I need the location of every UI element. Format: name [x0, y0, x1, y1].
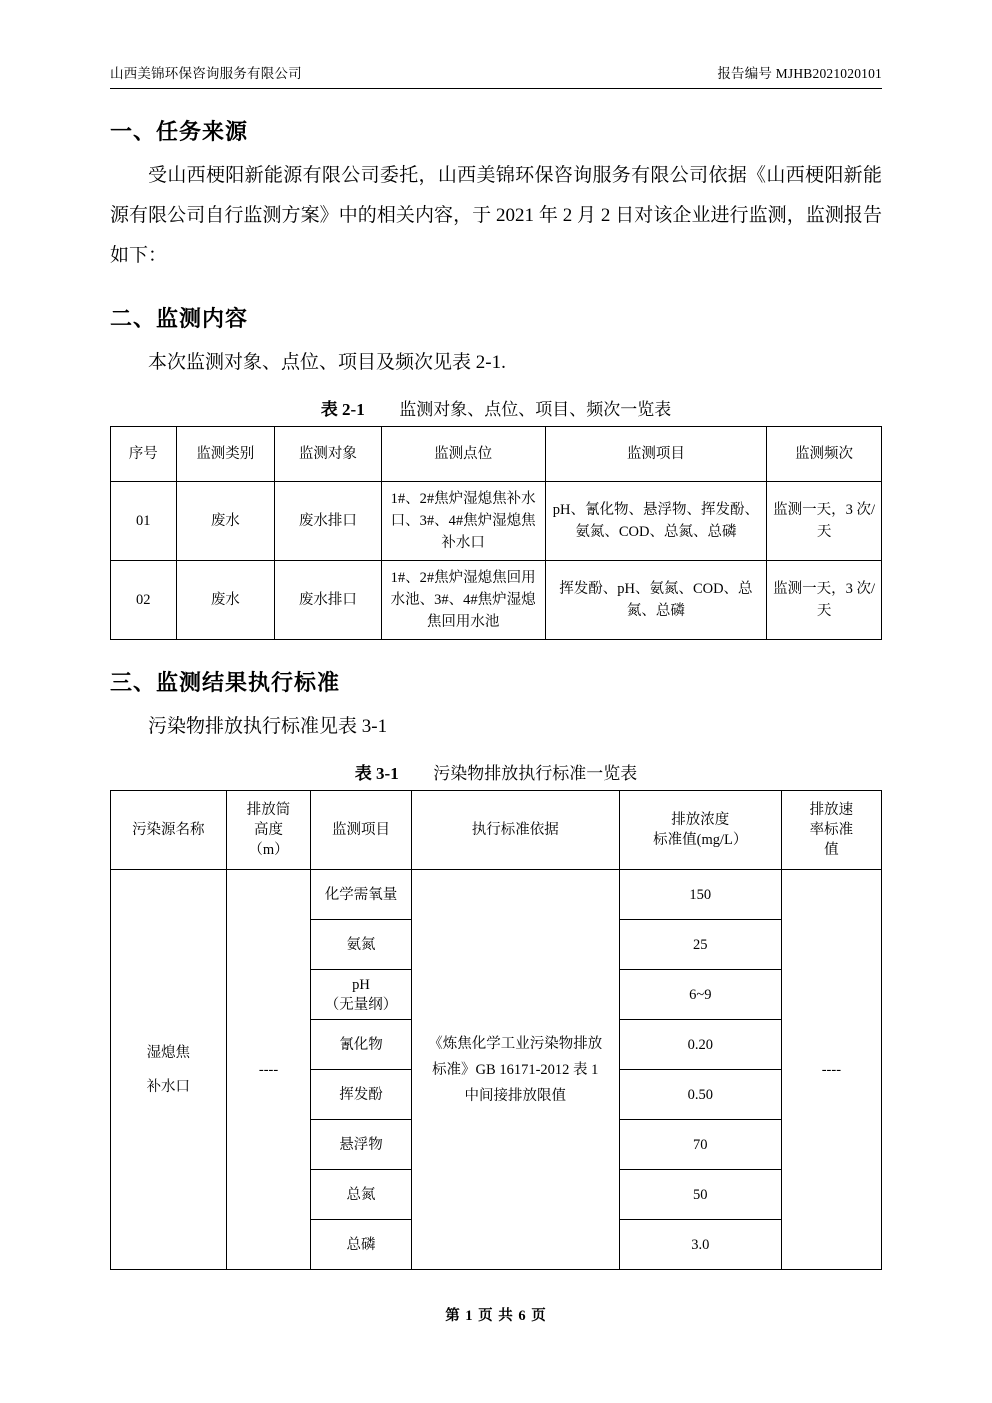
- monitor-item-name: 化学需氧量: [311, 870, 411, 920]
- limit-value: 70: [619, 1120, 781, 1170]
- rate-standard-value: ----: [781, 870, 881, 1270]
- row-object: 废水排口: [275, 561, 382, 640]
- table-monitoring-content: [110, 426, 882, 640]
- source-name-line: 湿熄焦: [146, 1044, 191, 1061]
- limit-value: 25: [619, 920, 781, 970]
- row-category: 废水: [176, 561, 274, 640]
- table-row: [111, 870, 882, 920]
- section-2-body: 本次监测对象、点位、项目及频次见表 2-1.: [148, 352, 506, 373]
- monitor-item-name: 总氮: [311, 1170, 411, 1220]
- row-category: 废水: [176, 482, 274, 561]
- row-object: 废水排口: [275, 482, 382, 561]
- row-point: 1#、2#焦炉湿熄焦补水口、3#、4#焦炉湿熄焦补水口: [381, 482, 545, 561]
- header-company-name: 山西美锦环保咨询服务有限公司: [110, 66, 302, 81]
- source-name-line: 补水口: [146, 1078, 191, 1095]
- row-frequency: 监测一天，3 次/天: [767, 482, 882, 561]
- header-line: 高度: [254, 822, 284, 838]
- monitor-item-name: 总磷: [311, 1220, 411, 1270]
- page-header: [110, 0, 882, 89]
- table-2-1-header-cell: 监测对象: [275, 427, 382, 482]
- row-point: 1#、2#焦炉湿熄焦回用水池、3#、4#焦炉湿熄焦回用水池: [381, 561, 545, 640]
- limit-value: 0.20: [619, 1020, 781, 1070]
- monitor-item-name: 悬浮物: [311, 1120, 411, 1170]
- limit-value: 50: [619, 1170, 781, 1220]
- table-2-1-header-cell: 监测类别: [176, 427, 274, 482]
- table-emission-standards: [110, 790, 882, 1270]
- table-3-1-header-cell: 污染源名称: [111, 791, 227, 870]
- table-3-1-caption-text: 污染物排放执行标准一览表: [433, 764, 638, 783]
- table-row: [111, 427, 882, 482]
- table-2-1-header-cell: 序号: [111, 427, 177, 482]
- table-2-1-header-cell: 监测点位: [381, 427, 545, 482]
- row-items: 挥发酚、pH、氨氮、COD、总氮、总磷: [545, 561, 766, 640]
- item-unit-line: （无量纲）: [324, 996, 398, 1013]
- table-3-1-caption: [110, 759, 882, 784]
- table-3-1-header-cell: [226, 791, 311, 870]
- table-3-1-header-cell: [781, 791, 881, 870]
- table-row: [111, 482, 882, 561]
- stack-height-value: ----: [226, 870, 311, 1270]
- section-1-title: 一、任务来源: [110, 119, 249, 144]
- header-line: 排放浓度: [671, 812, 730, 828]
- header-line: 标准值(mg/L）: [653, 832, 748, 848]
- limit-value: 0.50: [619, 1070, 781, 1120]
- header-report-number: 报告编号 MJHB2021020101: [717, 66, 882, 81]
- limit-value: 150: [619, 870, 781, 920]
- header-line: 排放筒: [246, 802, 291, 818]
- limit-value: 6~9: [619, 970, 781, 1020]
- header-line: 率标准: [809, 822, 854, 838]
- page-footer: 第 1 页 共 6 页: [445, 1308, 547, 1324]
- table-3-1-header-cell: [619, 791, 781, 870]
- table-2-1-caption-number: 表 2-1: [320, 400, 365, 419]
- table-row: [111, 791, 882, 870]
- section-1-body: 受山西梗阳新能源有限公司委托，山西美锦环保咨询服务有限公司依据《山西梗阳新能源有限公司自行监测方案》中的相关内容，于 2021 年 2 月 2 日对该企业进行监测，监测报告如下：: [110, 165, 882, 266]
- table-3-1-header-cell: 监测项目: [311, 791, 411, 870]
- section-3-body: 污染物排放执行标准见表 3-1: [148, 716, 388, 737]
- pollution-source-name: [111, 870, 227, 1270]
- header-line: 值: [824, 842, 839, 858]
- table-2-1-caption: [110, 395, 882, 420]
- row-items: pH、氰化物、悬浮物、挥发酚、氨氮、COD、总氮、总磷: [545, 482, 766, 561]
- section-2-title: 二、监测内容: [110, 306, 249, 331]
- table-3-1-header-cell: 执行标准依据: [411, 791, 619, 870]
- monitor-item-name: 挥发酚: [311, 1070, 411, 1120]
- table-row: [111, 561, 882, 640]
- header-line: 排放速: [809, 802, 854, 818]
- row-frequency: 监测一天，3 次/天: [767, 561, 882, 640]
- table-2-1-caption-text: 监测对象、点位、项目、频次一览表: [399, 400, 672, 419]
- table-2-1-header-cell: 监测频次: [767, 427, 882, 482]
- monitor-item-name: 氰化物: [311, 1020, 411, 1070]
- section-3-title: 三、监测结果执行标准: [110, 670, 341, 695]
- standard-basis: 《炼焦化学工业污染物排放标准》GB 16171-2012 表 1 中间接排放限值: [411, 870, 619, 1270]
- row-no: 02: [111, 561, 177, 640]
- table-2-1-header-cell: 监测项目: [545, 427, 766, 482]
- monitor-item-name: [311, 970, 411, 1020]
- table-3-1-caption-number: 表 3-1: [354, 764, 399, 783]
- header-line: （m）: [248, 842, 289, 858]
- monitor-item-name: 氨氮: [311, 920, 411, 970]
- limit-value: 3.0: [619, 1220, 781, 1270]
- item-name-line: pH: [352, 976, 370, 993]
- row-no: 01: [111, 482, 177, 561]
